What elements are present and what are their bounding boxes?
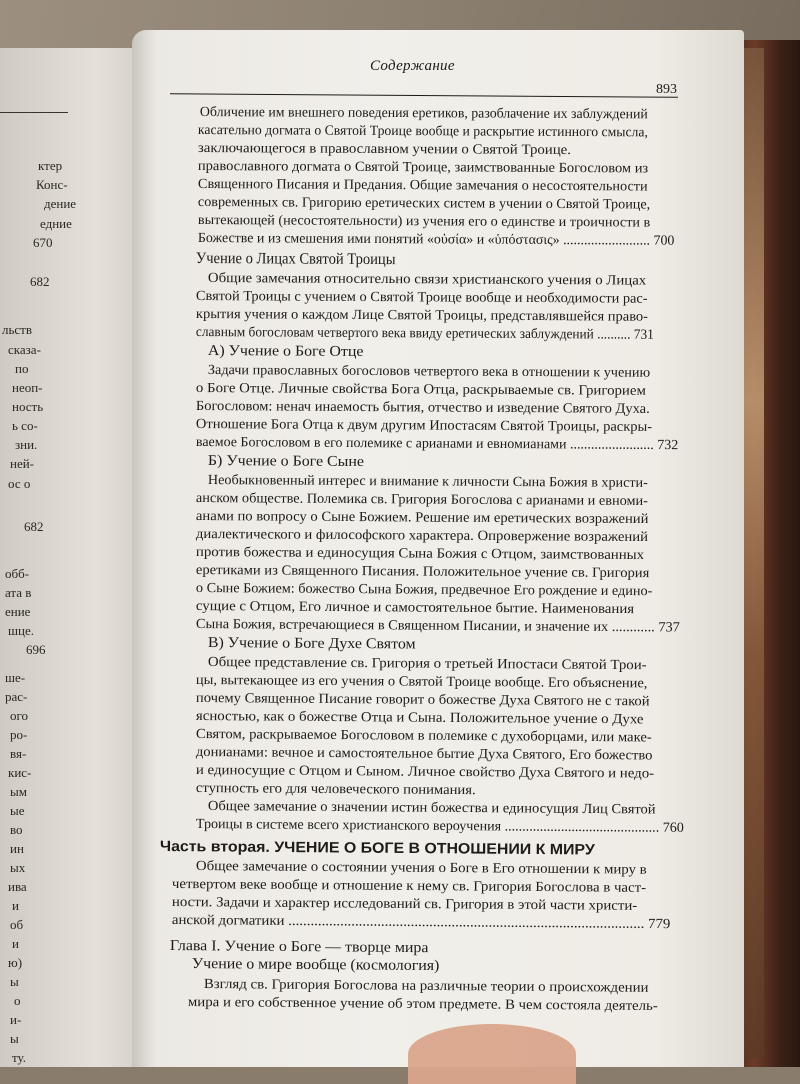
toc-line: православного догмата о Святой Троице, заимствованные Богословом из bbox=[197, 158, 649, 177]
book-spine-strip bbox=[744, 48, 764, 1058]
toc-subheading: А) Учение о Боге Отце bbox=[207, 343, 364, 360]
left-page-fragment: о bbox=[14, 993, 21, 1008]
left-page-fragment: ого bbox=[10, 708, 29, 723]
toc-line: еретиками из Священного Писания. Положительное учение св. Григория bbox=[195, 563, 650, 582]
toc-line: цы, вытекающее из его учения о Святой Троице вообще. Его объяснение, bbox=[195, 673, 648, 692]
left-page-fragment: ро- bbox=[10, 727, 28, 742]
toc-line: против божества и единосущия Сына Божия с Отцом, заимствованных bbox=[195, 545, 645, 564]
left-page-fragment: ю) bbox=[8, 955, 23, 970]
toc-heading: Учение о Лицах Святой Троицы bbox=[195, 250, 396, 269]
left-page-fragment: об bbox=[10, 917, 24, 932]
left-page-fragment: ше- bbox=[5, 670, 26, 685]
toc-line: Отношение Бога Отца к двум другим Ипостасям Святой Троицы, раскры- bbox=[195, 416, 653, 435]
left-page-fragment: льств bbox=[2, 322, 33, 337]
toc-line: Троицы в системе всего христианского вероучения ............................................ 760 bbox=[195, 816, 684, 836]
toc-line: Святой Троицы с учением о Святой Троице вообще и необходимости рас- bbox=[195, 288, 648, 307]
left-page-fragment: вя- bbox=[10, 746, 27, 761]
left-page-fragment: рас- bbox=[5, 689, 28, 704]
left-page-fragment: шце. bbox=[8, 623, 34, 638]
left-page-fragment: ней- bbox=[10, 456, 35, 471]
left-page-fragment: ение bbox=[5, 604, 31, 619]
left-page-fragment: и bbox=[12, 898, 19, 913]
left-page-fragment: Конс- bbox=[36, 177, 68, 192]
page-number: 893 bbox=[656, 82, 677, 97]
toc-line: о Сыне Божием: божество Сына Божия, предвечное Его рождение и едино- bbox=[195, 581, 653, 600]
left-page-fragment: ы bbox=[10, 974, 19, 989]
toc-line: ясностью, как о божестве Отца и Сына. Положительное учение о Духе bbox=[195, 709, 644, 728]
toc-subheading: В) Учение о Боге Духе Святом bbox=[207, 635, 416, 653]
left-page-rule bbox=[0, 112, 68, 113]
toc-line: Общее замечание о состоянии учения о Боге в Его отношении к миру в bbox=[195, 858, 647, 878]
toc-line: вытекающей (несостоятельности) из учения его о единстве и троичности в bbox=[197, 212, 651, 231]
left-page-fragment: ь со- bbox=[12, 418, 38, 433]
left-page-fragment: ность bbox=[12, 399, 44, 414]
toc-line: мира и его собственное учение об этом предмете. В чем состояла деятель- bbox=[187, 994, 658, 1015]
toc-line: крытия учения о каждом Лице Святой Троицы, представлявшейся право- bbox=[195, 306, 649, 325]
left-page-fragment: ива bbox=[8, 879, 27, 894]
toc-line: Общее представление св. Григория о третьей Ипостаси Святой Трои- bbox=[207, 655, 647, 674]
left-page-fragment: ин bbox=[10, 841, 24, 856]
toc-line: Взгляд св. Григория Богослова на различные теории о происхождении bbox=[203, 976, 649, 996]
toc-line: четвертом веке вообще и отношение к нему св. Григория Богослова в част- bbox=[171, 876, 647, 896]
left-page-fragment: ктер bbox=[38, 158, 63, 173]
left-page-fragment: неоп- bbox=[12, 380, 43, 395]
left-page-fragment: 682 bbox=[24, 519, 44, 534]
toc-line: ваемое Богословом в его полемике с арианами и евномианами ........................ 732 bbox=[195, 434, 679, 454]
left-page-fragment: дение bbox=[44, 196, 77, 211]
toc-part-title: Часть вторая. УЧЕНИЕ О БОГЕ В ОТНОШЕНИИ К МИРУ bbox=[159, 838, 595, 859]
left-page-fragment: ата в bbox=[5, 585, 32, 600]
left-page-fragment: 682 bbox=[30, 274, 50, 289]
toc-line: Задачи православных богословов четвертого века в отношении к учению bbox=[207, 362, 651, 381]
left-page-fragment: ту. bbox=[12, 1050, 26, 1065]
toc-line: анской догматики ................................................................................................ 779 bbox=[171, 912, 671, 933]
left-page-fragment: ых bbox=[10, 860, 26, 875]
left-page-fragment: 696 bbox=[26, 642, 46, 657]
running-head: Содержание bbox=[370, 58, 455, 74]
toc-line: Богословом: ненач инаемость бытия, отчество и изведение Святого Духа. bbox=[195, 398, 650, 417]
toc-line: Священного Писания и Предания. Общие замечания о несостоятельности bbox=[197, 176, 648, 195]
left-page-fragment: 670 bbox=[33, 235, 53, 250]
toc-line: диалектического и философского характера. Опровержение возражений bbox=[195, 527, 649, 546]
toc-line: касательно догмата о Святой Троице вообще и раскрытие истинного смысла, bbox=[197, 122, 648, 141]
left-page-fragment: сказа- bbox=[8, 342, 41, 357]
left-page-fragment: ос о bbox=[8, 476, 31, 491]
toc-line: Святом, раскрываемое Богословом в полемике с духоборцами, или маке- bbox=[195, 727, 652, 746]
left-page-fragment: обб- bbox=[5, 566, 30, 581]
toc-line: ступность его для человеческого понимания. bbox=[195, 780, 476, 799]
toc-line: заключающегося в православном учении о Святой Троице. bbox=[197, 140, 572, 159]
left-page-fragment: ые bbox=[10, 803, 25, 818]
left-page-fragment: по bbox=[15, 361, 29, 376]
toc-chapter-title: Глава I. Учение о Боге — творце мира bbox=[169, 938, 429, 957]
left-page-fragment: ы bbox=[10, 1031, 19, 1046]
toc-line: Обличение им внешнего поведения еретиков, разоблачение их заблуждений bbox=[199, 104, 648, 123]
toc-line: анами по вопросу о Сыне Божием. Решение им еретических возражений bbox=[195, 508, 649, 528]
left-page-fragment: ым bbox=[10, 784, 27, 799]
left-page-fragment: зни. bbox=[15, 437, 38, 452]
toc-line: современных св. Григорию еретических систем в учении о Святой Троице, bbox=[197, 194, 651, 213]
toc-line: Общее замечание о значении истин божества и единосущия Лиц Святой bbox=[207, 798, 656, 818]
toc-line: и единосущие с Отцом и Сыном. Личное свойство Духа Святого и недо- bbox=[195, 763, 655, 782]
toc-line: донианами: вечное и самостоятельное бытие Духа Святого, Его божество bbox=[195, 745, 653, 764]
toc-line: ности. Задачи и характер исследований св. Григория в этой части христи- bbox=[171, 894, 638, 914]
toc-line: о Боге Отце. Личные свойства Бога Отца, раскрываемые св. Григорием bbox=[195, 380, 646, 399]
left-page-fragment: едние bbox=[40, 216, 72, 231]
toc-line: Общие замечания относительно связи христианского учения о Лицах bbox=[207, 270, 647, 289]
toc-line: Божестве и из смешения ими понятий «οὐσία» и «ὑπόστασις» ......................... 700 bbox=[197, 230, 675, 249]
toc-subheading: Б) Учение о Боге Сыне bbox=[207, 453, 364, 471]
left-page-fragment: и bbox=[12, 936, 19, 951]
left-page-fragment: и- bbox=[10, 1012, 22, 1027]
toc-line: сущие с Отцом, Его личное и самостоятельное бытие. Наименования bbox=[195, 599, 635, 618]
left-page-fragment: во bbox=[10, 822, 23, 837]
toc-line: славным богословам четвертого века ввиду еретических заблуждений .......... 731 bbox=[195, 324, 654, 343]
toc-line: анском обществе. Полемика св. Григория Богослова с арианами и евноми- bbox=[195, 490, 649, 510]
toc-line: Сына Божия, встречающиеся в Священном Писании, и значение их ............ 737 bbox=[195, 617, 680, 636]
toc-line: почему Священное Писание говорит о божестве Духа Святого не с такой bbox=[195, 691, 650, 710]
toc-chapter-title: Учение о мире вообще (космология) bbox=[191, 956, 440, 975]
left-page-fragment: кис- bbox=[8, 765, 32, 780]
toc-line: Необыкновенный интерес и внимание к личности Сына Божия в христи- bbox=[207, 472, 648, 491]
thumb bbox=[408, 1024, 576, 1084]
